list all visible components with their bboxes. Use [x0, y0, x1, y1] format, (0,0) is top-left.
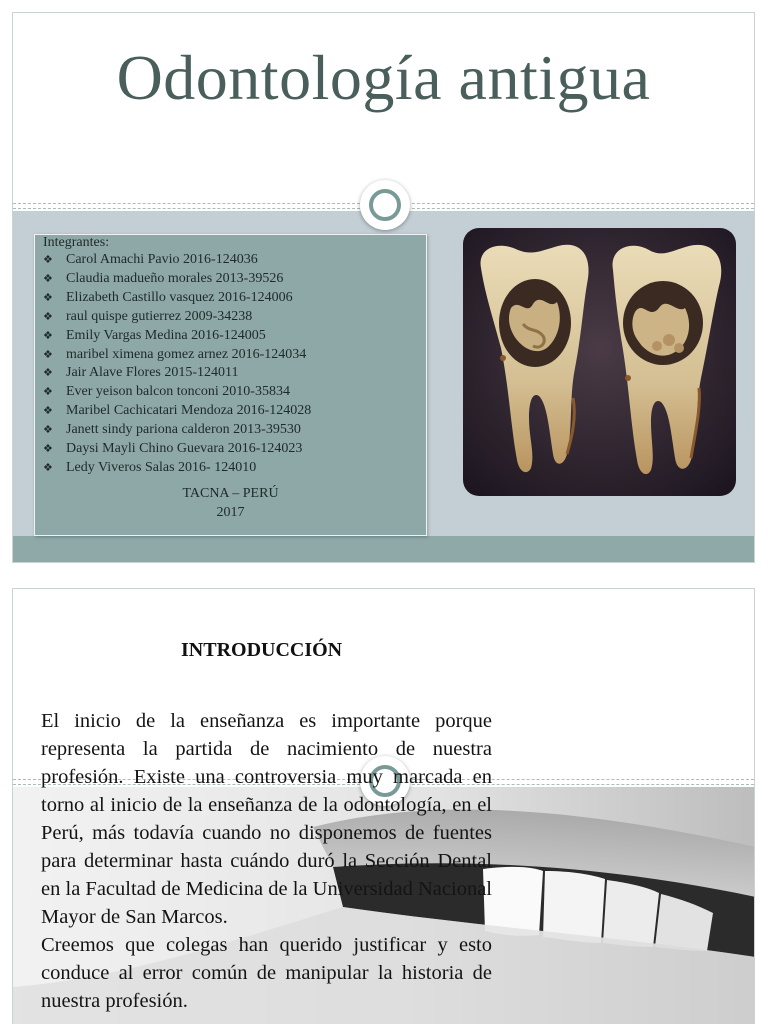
diamond-bullet-icon: ❖ [43, 461, 53, 474]
list-item: ❖ Ledy Viveros Salas 2016- 124010 [43, 459, 426, 478]
list-item: ❖ Claudia madueño morales 2013-39526 [43, 270, 426, 289]
list-item: ❖ Carol Amachi Pavio 2016-124036 [43, 251, 426, 270]
diamond-bullet-icon: ❖ [43, 424, 53, 437]
list-item: ❖ maribel ximena gomez arnez 2016-124034 [43, 346, 426, 365]
intro-body [41, 707, 492, 1015]
diamond-bullet-icon: ❖ [43, 272, 53, 285]
list-item: ❖ Jair Alave Flores 2015-124011 [43, 364, 426, 383]
diamond-bullet-icon: ❖ [43, 329, 53, 342]
diamond-bullet-icon: ❖ [43, 386, 53, 399]
circle-ornament-icon [360, 180, 410, 230]
slide-title [12, 12, 755, 563]
section-heading: INTRODUCCIÓN [181, 639, 343, 661]
paragraph: Creemos que colegas han querido justificar y esto conduce al error común de manipular la historia de nuestra profesión. [41, 934, 492, 1012]
members-heading: Integrantes: [43, 235, 110, 250]
paragraph: El inicio de la enseñanza es importante porque representa la partida de nacimiento de nuestra profesión. Existe una controversia muy marcada en torno al inicio de la enseñanza de la odontología, en el Perú, más todavía cuando no disponemos de fuentes para determinar hasta cuándo duró la Sección Dental en la Facultad de Medicina de la Universidad Nacional Mayor de San Marcos. [41, 710, 492, 928]
slide-introduction [12, 588, 755, 1024]
list-item: ❖ Elizabeth Castillo vasquez 2016-124006 [43, 289, 426, 308]
slide-title-text: Odontología antigua [116, 42, 651, 113]
diamond-bullet-icon: ❖ [43, 291, 53, 304]
location-block [35, 484, 426, 522]
carved-teeth-illustration [463, 228, 736, 496]
diamond-bullet-icon: ❖ [43, 367, 53, 380]
location-text: TACNA – PERÚ [182, 486, 279, 501]
carved-teeth-image [463, 228, 736, 496]
diamond-bullet-icon: ❖ [43, 405, 53, 418]
members-panel [34, 234, 427, 536]
footer-band [13, 536, 754, 563]
list-item: ❖ Ever yeison balcon tonconi 2010-35834 [43, 383, 426, 402]
list-item: ❖ Daysi Mayli Chino Guevara 2016-124023 [43, 440, 426, 459]
diamond-bullet-icon: ❖ [43, 310, 53, 323]
list-item: ❖ Maribel Cachicatari Mendoza 2016-124028 [43, 402, 426, 421]
year-text: 2017 [216, 505, 245, 520]
diamond-bullet-icon: ❖ [43, 254, 53, 266]
diamond-bullet-icon: ❖ [43, 443, 53, 456]
members-list [43, 251, 426, 478]
list-item: ❖ Emily Vargas Medina 2016-124005 [43, 327, 426, 346]
diamond-bullet-icon: ❖ [43, 348, 53, 361]
list-item: ❖ Janett sindy pariona calderon 2013-39530 [43, 421, 426, 440]
list-item: ❖ raul quispe gutierrez 2009-34238 [43, 308, 426, 327]
